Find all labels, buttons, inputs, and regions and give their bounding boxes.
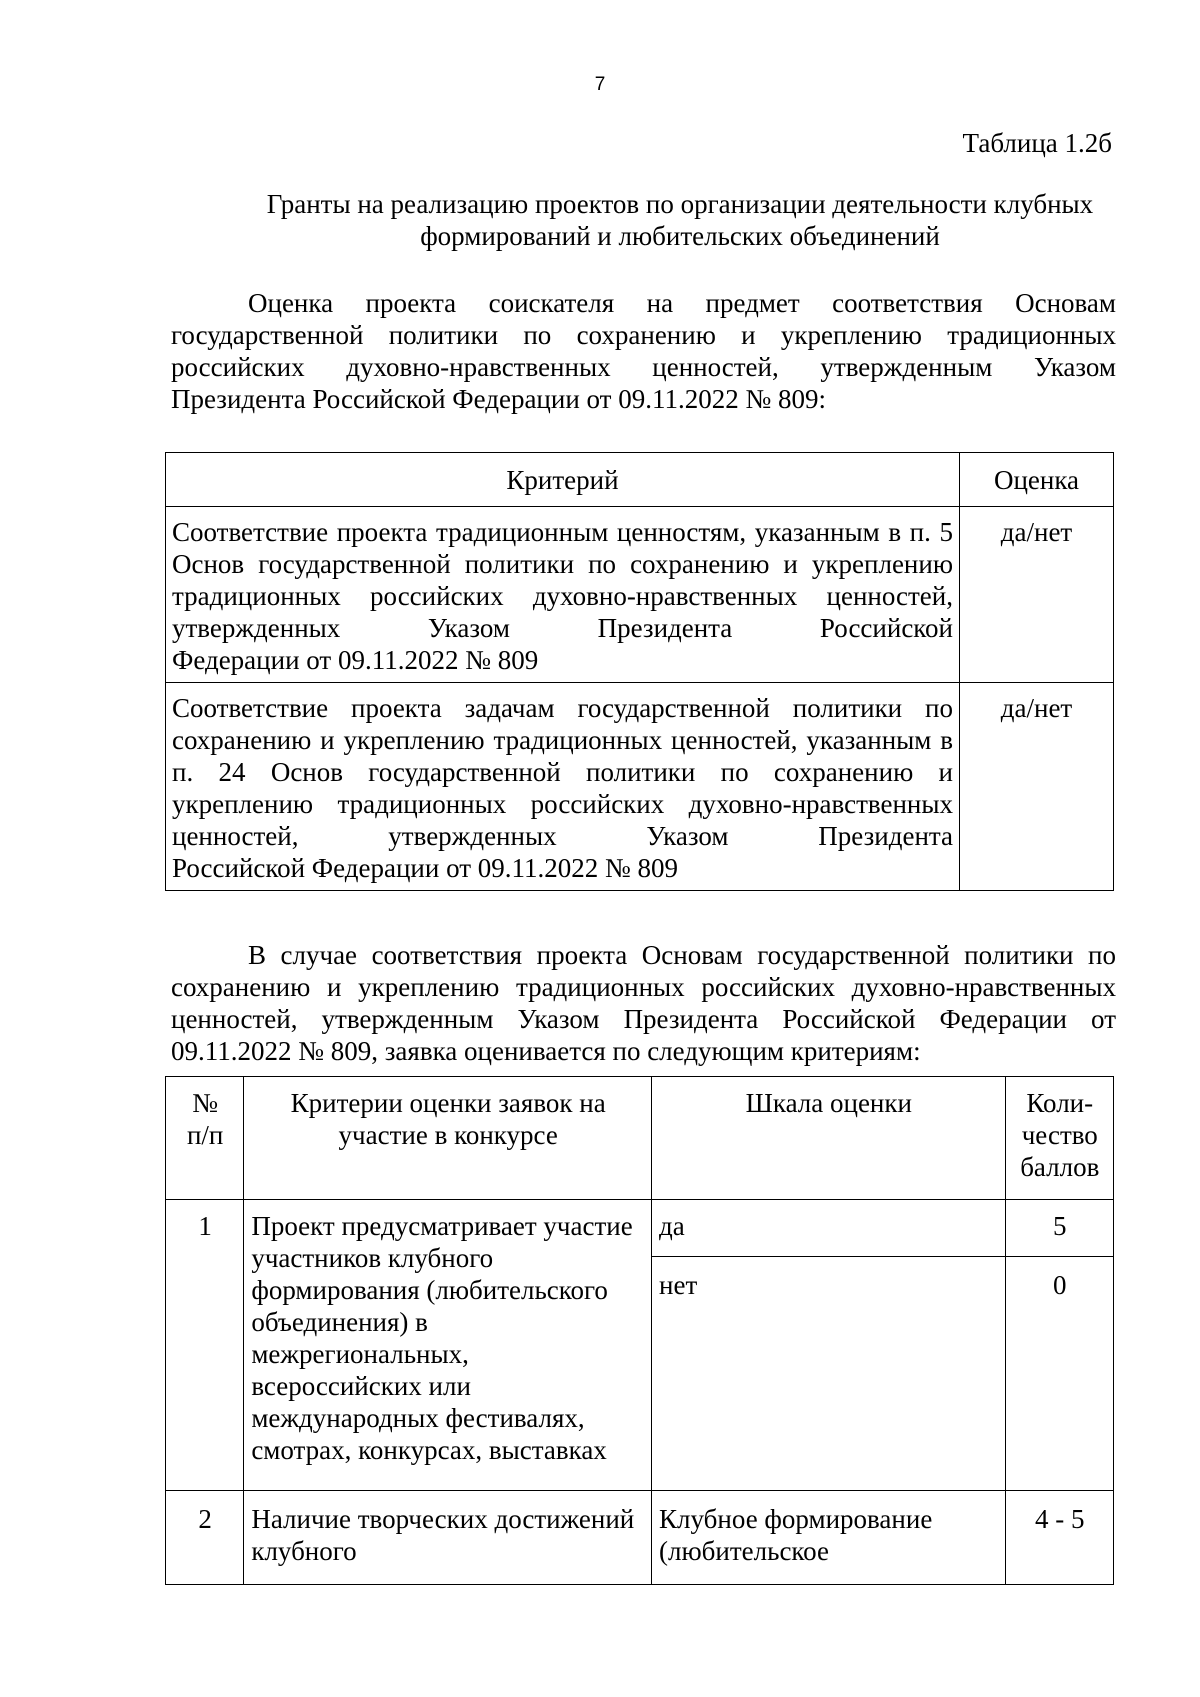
- table-row: [166, 1200, 1114, 1257]
- table-label: Таблица 1.2б: [962, 128, 1112, 158]
- criterion-text: Соответствие проекта традиционным ценностям, указанным в п. 5 Основ государственной политики по сохранению и укреплению традиционных российских духовно-нравственных ценностей, утвержденных Указом Президента Российской: [172, 517, 953, 643]
- table-row: [166, 683, 1114, 891]
- value-compliance-table: [165, 452, 1114, 891]
- second-paragraph: [171, 939, 1116, 1067]
- criterion-text-end: Федерации от 09.11.2022 № 809: [172, 645, 539, 675]
- criterion-cell: Наличие творческих достижений клубного: [244, 1491, 652, 1585]
- points-cell: 5: [1005, 1200, 1113, 1257]
- header-points-line3: баллов: [1020, 1152, 1100, 1182]
- criterion-text: Соответствие проекта задачам государственной политики по сохранению и укреплению традиционных ценностей, указанным в п. 24 Основ государственной политики по сохранению и укреплению традиционных российских духовно-нравственных ценностей, утвержденных Указом Президента: [172, 693, 953, 851]
- header-number-line1: №: [192, 1088, 219, 1118]
- header-number-line2: п/п: [186, 1120, 224, 1150]
- score-cell: да/нет: [960, 507, 1114, 683]
- scale-cell: нет: [652, 1257, 1005, 1491]
- criterion-cell: [166, 507, 960, 683]
- table-row: [166, 1491, 1114, 1585]
- header-number: [166, 1077, 244, 1200]
- scale-cell: да: [652, 1200, 1005, 1257]
- header-points: [1005, 1077, 1113, 1200]
- header-criteria: Критерии оценки заявок на участие в конкурсе: [244, 1077, 652, 1200]
- intro-paragraph: [171, 287, 1116, 415]
- header-criterion: Критерий: [166, 453, 960, 507]
- header-score: Оценка: [960, 453, 1114, 507]
- table-row: [166, 507, 1114, 683]
- row-number: 1: [166, 1200, 244, 1491]
- header-points-line2: чество: [1021, 1120, 1098, 1150]
- intro-paragraph-text: Оценка проекта соискателя на предмет соответствия Основам государственной политики по сохранению и укреплению традиционных российских духовно-нравственных ценностей, утвержденным Указом Президента Российской Федерации от 09.11.2022 № 809:: [171, 288, 1116, 414]
- table-header-row: [166, 453, 1114, 507]
- criterion-cell: [166, 683, 960, 891]
- score-cell: да/нет: [960, 683, 1114, 891]
- scale-cell: Клубное формирование (любительское: [652, 1491, 1005, 1585]
- row-number: 2: [166, 1491, 244, 1585]
- criterion-text-end: Российской Федерации от 09.11.2022 № 809: [172, 853, 679, 883]
- header-points-line1: Коли-: [1026, 1088, 1094, 1118]
- document-title: Гранты на реализацию проектов по организации деятельности клубных формирований и любительских объединений: [266, 189, 1094, 251]
- table-header-row: [166, 1077, 1114, 1200]
- header-scale: Шкала оценки: [652, 1077, 1005, 1200]
- second-paragraph-text: В случае соответствия проекта Основам государственной политики по сохранению и укреплению традиционных российских духовно-нравственных ценностей, утвержденным Указом Президента Российской Федерации от 09.11.2022 № 809, заявка оценивается по следующим критериям:: [171, 940, 1116, 1066]
- criterion-cell: Проект предусматривает участие участников клубного формирования (любительского объединения) в межрегиональных, всероссийских или международных фестивалях, смотрах, конкурсах, выставках: [244, 1200, 652, 1491]
- points-cell: 0: [1005, 1257, 1113, 1491]
- page-number: 7: [594, 74, 606, 95]
- points-cell: 4 - 5: [1005, 1491, 1113, 1585]
- evaluation-criteria-table: [165, 1076, 1114, 1585]
